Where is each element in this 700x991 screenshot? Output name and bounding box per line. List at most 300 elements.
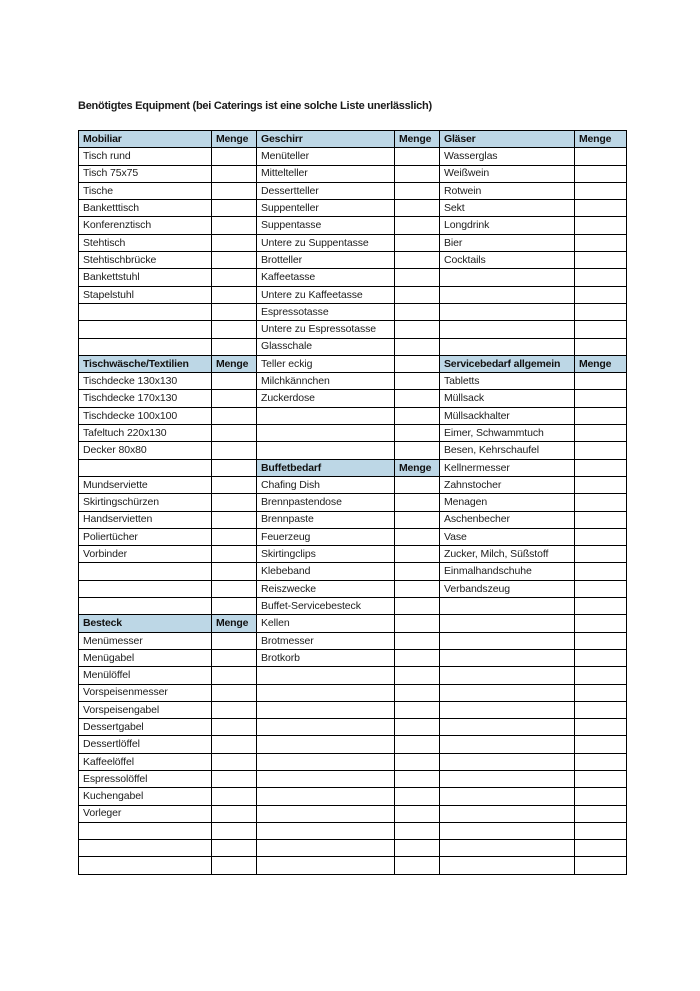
table-row-5 <box>79 217 627 234</box>
cell-tisch-rund: Tisch rund <box>79 148 212 165</box>
empty-cell <box>79 338 212 355</box>
cell-buffet-servicebesteck: Buffet-Servicebesteck <box>257 598 395 615</box>
empty-cell <box>395 286 440 303</box>
empty-cell <box>212 476 257 493</box>
empty-cell <box>257 407 395 424</box>
section-header-menge: Menge <box>212 615 257 632</box>
empty-cell <box>575 252 627 269</box>
empty-cell <box>212 701 257 718</box>
empty-cell <box>395 182 440 199</box>
document-title: Benötigtes Equipment (bei Caterings ist eine solche Liste unerlässlich) <box>78 100 432 112</box>
empty-cell <box>575 857 627 874</box>
empty-cell <box>257 857 395 874</box>
empty-cell <box>440 632 575 649</box>
empty-cell <box>575 182 627 199</box>
table-row-39 <box>79 805 627 822</box>
table-row-27 <box>79 598 627 615</box>
empty-cell <box>440 840 575 857</box>
cell-rotwein: Rotwein <box>440 182 575 199</box>
table-row-1 <box>79 148 627 165</box>
cell-menümesser: Menümesser <box>79 632 212 649</box>
cell-menügabel: Menügabel <box>79 649 212 666</box>
table-row-38 <box>79 788 627 805</box>
empty-cell <box>575 788 627 805</box>
empty-cell <box>395 770 440 787</box>
empty-cell <box>395 788 440 805</box>
table-row-2 <box>79 165 627 182</box>
section-header-menge: Menge <box>395 131 440 148</box>
empty-cell <box>257 736 395 753</box>
table-row-26 <box>79 580 627 597</box>
empty-cell <box>212 546 257 563</box>
cell-stehtischbrücke: Stehtischbrücke <box>79 252 212 269</box>
table-row-41 <box>79 840 627 857</box>
table-row-21 <box>79 494 627 511</box>
empty-cell <box>212 840 257 857</box>
empty-cell <box>575 684 627 701</box>
section-header-mobiliar: Mobiliar <box>79 131 212 148</box>
table-row-36 <box>79 753 627 770</box>
table-row-18 <box>79 442 627 459</box>
empty-cell <box>395 528 440 545</box>
empty-cell <box>440 719 575 736</box>
empty-cell <box>257 770 395 787</box>
table-row-10 <box>79 303 627 320</box>
empty-cell <box>395 684 440 701</box>
cell-tisch-75x75: Tisch 75x75 <box>79 165 212 182</box>
cell-tafeltuch-220x130: Tafeltuch 220x130 <box>79 425 212 442</box>
cell-kaffeelöffel: Kaffeelöffel <box>79 753 212 770</box>
cell-kuchengabel: Kuchengabel <box>79 788 212 805</box>
cell-müllsack: Müllsack <box>440 390 575 407</box>
cell-vase: Vase <box>440 528 575 545</box>
cell-zucker-milch-süßstoff: Zucker, Milch, Süßstoff <box>440 546 575 563</box>
empty-cell <box>79 840 212 857</box>
empty-cell <box>257 840 395 857</box>
empty-cell <box>257 822 395 839</box>
cell-dessertgabel: Dessertgabel <box>79 719 212 736</box>
empty-cell <box>257 719 395 736</box>
table-row-11 <box>79 321 627 338</box>
empty-cell <box>575 148 627 165</box>
empty-cell <box>79 321 212 338</box>
cell-skirtingclips: Skirtingclips <box>257 546 395 563</box>
cell-handservietten: Handservietten <box>79 511 212 528</box>
cell-vorleger: Vorleger <box>79 805 212 822</box>
empty-cell <box>575 753 627 770</box>
empty-cell <box>575 770 627 787</box>
table-row-9 <box>79 286 627 303</box>
empty-cell <box>212 770 257 787</box>
cell-poliertücher: Poliertücher <box>79 528 212 545</box>
empty-cell <box>395 303 440 320</box>
equipment-table <box>78 130 627 875</box>
empty-cell <box>440 736 575 753</box>
empty-cell <box>440 770 575 787</box>
empty-cell <box>575 165 627 182</box>
cell-mittelteller: Mittelteller <box>257 165 395 182</box>
empty-cell <box>395 649 440 666</box>
empty-cell <box>395 736 440 753</box>
empty-cell <box>575 546 627 563</box>
empty-cell <box>440 321 575 338</box>
section-header-menge: Menge <box>575 355 627 372</box>
table-row-31 <box>79 667 627 684</box>
cell-suppenteller: Suppenteller <box>257 200 395 217</box>
empty-cell <box>395 200 440 217</box>
empty-cell <box>575 234 627 251</box>
empty-cell <box>395 234 440 251</box>
empty-cell <box>575 407 627 424</box>
cell-brennpastendose: Brennpastendose <box>257 494 395 511</box>
empty-cell <box>440 701 575 718</box>
table-row-0 <box>79 131 627 148</box>
empty-cell <box>395 355 440 372</box>
cell-espressolöffel: Espressolöffel <box>79 770 212 787</box>
empty-cell <box>440 286 575 303</box>
cell-stapelstuhl: Stapelstuhl <box>79 286 212 303</box>
table-row-32 <box>79 684 627 701</box>
table-row-19 <box>79 459 627 476</box>
empty-cell <box>395 148 440 165</box>
cell-teller-eckig: Teller eckig <box>257 355 395 372</box>
empty-cell <box>395 598 440 615</box>
empty-cell <box>79 303 212 320</box>
empty-cell <box>440 338 575 355</box>
cell-cocktails: Cocktails <box>440 252 575 269</box>
cell-brotkorb: Brotkorb <box>257 649 395 666</box>
equipment-table-body <box>79 131 627 875</box>
table-row-42 <box>79 857 627 874</box>
section-header-buffetbedarf: Buffetbedarf <box>257 459 395 476</box>
table-row-22 <box>79 511 627 528</box>
empty-cell <box>575 338 627 355</box>
cell-suppentasse: Suppentasse <box>257 217 395 234</box>
empty-cell <box>395 338 440 355</box>
cell-skirtingschürzen: Skirtingschürzen <box>79 494 212 511</box>
empty-cell <box>575 476 627 493</box>
cell-menagen: Menagen <box>440 494 575 511</box>
empty-cell <box>212 736 257 753</box>
cell-klebeband: Klebeband <box>257 563 395 580</box>
empty-cell <box>575 701 627 718</box>
empty-cell <box>575 840 627 857</box>
empty-cell <box>212 719 257 736</box>
empty-cell <box>257 788 395 805</box>
empty-cell <box>440 269 575 286</box>
table-row-12 <box>79 338 627 355</box>
cell-vorspeisenmesser: Vorspeisenmesser <box>79 684 212 701</box>
cell-zuckerdose: Zuckerdose <box>257 390 395 407</box>
empty-cell <box>79 822 212 839</box>
empty-cell <box>212 390 257 407</box>
table-row-15 <box>79 390 627 407</box>
table-row-24 <box>79 546 627 563</box>
empty-cell <box>212 805 257 822</box>
cell-untere-zu-kaffeetasse: Untere zu Kaffeetasse <box>257 286 395 303</box>
empty-cell <box>575 321 627 338</box>
empty-cell <box>212 528 257 545</box>
empty-cell <box>575 303 627 320</box>
empty-cell <box>79 598 212 615</box>
empty-cell <box>212 442 257 459</box>
section-header-menge: Menge <box>212 131 257 148</box>
empty-cell <box>440 303 575 320</box>
empty-cell <box>257 753 395 770</box>
cell-zahnstocher: Zahnstocher <box>440 476 575 493</box>
cell-einmalhandschuhe: Einmalhandschuhe <box>440 563 575 580</box>
empty-cell <box>212 563 257 580</box>
empty-cell <box>440 598 575 615</box>
empty-cell <box>212 269 257 286</box>
cell-untere-zu-espressotasse: Untere zu Espressotasse <box>257 321 395 338</box>
empty-cell <box>212 425 257 442</box>
empty-cell <box>212 338 257 355</box>
table-row-6 <box>79 234 627 251</box>
empty-cell <box>395 563 440 580</box>
table-row-13 <box>79 355 627 372</box>
section-header-gläser: Gläser <box>440 131 575 148</box>
table-row-40 <box>79 822 627 839</box>
cell-wasserglas: Wasserglas <box>440 148 575 165</box>
cell-menülöffel: Menülöffel <box>79 667 212 684</box>
section-header-menge: Menge <box>212 355 257 372</box>
empty-cell <box>395 373 440 390</box>
empty-cell <box>257 442 395 459</box>
empty-cell <box>575 736 627 753</box>
cell-brennpaste: Brennpaste <box>257 511 395 528</box>
empty-cell <box>395 494 440 511</box>
cell-brotmesser: Brotmesser <box>257 632 395 649</box>
table-row-34 <box>79 719 627 736</box>
empty-cell <box>212 407 257 424</box>
empty-cell <box>257 805 395 822</box>
table-row-28 <box>79 615 627 632</box>
empty-cell <box>575 217 627 234</box>
empty-cell <box>212 252 257 269</box>
cell-glasschale: Glasschale <box>257 338 395 355</box>
table-row-35 <box>79 736 627 753</box>
table-row-29 <box>79 632 627 649</box>
empty-cell <box>212 580 257 597</box>
empty-cell <box>212 857 257 874</box>
empty-cell <box>440 822 575 839</box>
empty-cell <box>575 822 627 839</box>
cell-tische: Tische <box>79 182 212 199</box>
empty-cell <box>395 615 440 632</box>
empty-cell <box>212 649 257 666</box>
cell-tischdecke-130x130: Tischdecke 130x130 <box>79 373 212 390</box>
empty-cell <box>257 667 395 684</box>
empty-cell <box>395 407 440 424</box>
empty-cell <box>440 684 575 701</box>
cell-eimer-schwammtuch: Eimer, Schwammtuch <box>440 425 575 442</box>
empty-cell <box>575 667 627 684</box>
cell-banketttisch: Banketttisch <box>79 200 212 217</box>
cell-bier: Bier <box>440 234 575 251</box>
table-row-25 <box>79 563 627 580</box>
cell-reiszwecke: Reiszwecke <box>257 580 395 597</box>
table-row-17 <box>79 425 627 442</box>
cell-konferenztisch: Konferenztisch <box>79 217 212 234</box>
empty-cell <box>440 805 575 822</box>
cell-aschenbecher: Aschenbecher <box>440 511 575 528</box>
section-header-besteck: Besteck <box>79 615 212 632</box>
empty-cell <box>212 753 257 770</box>
empty-cell <box>212 148 257 165</box>
empty-cell <box>395 546 440 563</box>
empty-cell <box>575 390 627 407</box>
cell-vorspeisengabel: Vorspeisengabel <box>79 701 212 718</box>
cell-tischdecke-170x130: Tischdecke 170x130 <box>79 390 212 407</box>
empty-cell <box>257 701 395 718</box>
cell-kellnermesser: Kellnermesser <box>440 459 575 476</box>
empty-cell <box>212 598 257 615</box>
empty-cell <box>79 857 212 874</box>
table-row-23 <box>79 528 627 545</box>
empty-cell <box>575 580 627 597</box>
table-row-30 <box>79 649 627 666</box>
empty-cell <box>212 217 257 234</box>
empty-cell <box>212 788 257 805</box>
cell-bankettstuhl: Bankettstuhl <box>79 269 212 286</box>
empty-cell <box>575 598 627 615</box>
empty-cell <box>395 840 440 857</box>
cell-dessertteller: Dessertteller <box>257 182 395 199</box>
cell-chafing-dish: Chafing Dish <box>257 476 395 493</box>
table-row-37 <box>79 770 627 787</box>
empty-cell <box>575 286 627 303</box>
cell-tischdecke-100x100: Tischdecke 100x100 <box>79 407 212 424</box>
table-row-8 <box>79 269 627 286</box>
empty-cell <box>212 321 257 338</box>
cell-stehtisch: Stehtisch <box>79 234 212 251</box>
empty-cell <box>395 269 440 286</box>
empty-cell <box>395 580 440 597</box>
table-row-20 <box>79 476 627 493</box>
empty-cell <box>212 303 257 320</box>
empty-cell <box>212 373 257 390</box>
empty-cell <box>395 217 440 234</box>
empty-cell <box>395 442 440 459</box>
section-header-menge: Menge <box>395 459 440 476</box>
cell-brotteller: Brotteller <box>257 252 395 269</box>
section-header-geschirr: Geschirr <box>257 131 395 148</box>
empty-cell <box>395 321 440 338</box>
empty-cell <box>575 563 627 580</box>
empty-cell <box>257 425 395 442</box>
empty-cell <box>440 753 575 770</box>
cell-longdrink: Longdrink <box>440 217 575 234</box>
empty-cell <box>212 494 257 511</box>
empty-cell <box>257 684 395 701</box>
cell-vorbinder: Vorbinder <box>79 546 212 563</box>
empty-cell <box>575 805 627 822</box>
empty-cell <box>395 390 440 407</box>
empty-cell <box>212 234 257 251</box>
empty-cell <box>212 459 257 476</box>
empty-cell <box>575 649 627 666</box>
empty-cell <box>575 528 627 545</box>
empty-cell <box>575 615 627 632</box>
cell-tabletts: Tabletts <box>440 373 575 390</box>
empty-cell <box>212 182 257 199</box>
table-row-33 <box>79 701 627 718</box>
cell-sekt: Sekt <box>440 200 575 217</box>
cell-menüteller: Menüteller <box>257 148 395 165</box>
table-row-16 <box>79 407 627 424</box>
cell-kaffeetasse: Kaffeetasse <box>257 269 395 286</box>
empty-cell <box>395 511 440 528</box>
empty-cell <box>212 200 257 217</box>
empty-cell <box>395 165 440 182</box>
cell-feuerzeug: Feuerzeug <box>257 528 395 545</box>
section-header-menge: Menge <box>575 131 627 148</box>
empty-cell <box>575 459 627 476</box>
empty-cell <box>575 373 627 390</box>
empty-cell <box>575 425 627 442</box>
empty-cell <box>395 857 440 874</box>
empty-cell <box>440 788 575 805</box>
empty-cell <box>440 667 575 684</box>
empty-cell <box>212 286 257 303</box>
empty-cell <box>79 563 212 580</box>
empty-cell <box>575 494 627 511</box>
empty-cell <box>395 425 440 442</box>
section-header-servicebedarf-allgemein: Servicebedarf allgemein <box>440 355 575 372</box>
empty-cell <box>575 632 627 649</box>
empty-cell <box>440 615 575 632</box>
cell-weißwein: Weißwein <box>440 165 575 182</box>
empty-cell <box>395 252 440 269</box>
empty-cell <box>212 667 257 684</box>
empty-cell <box>212 511 257 528</box>
empty-cell <box>79 580 212 597</box>
empty-cell <box>395 805 440 822</box>
empty-cell <box>575 719 627 736</box>
empty-cell <box>395 701 440 718</box>
empty-cell <box>440 857 575 874</box>
empty-cell <box>395 753 440 770</box>
cell-milchkännchen: Milchkännchen <box>257 373 395 390</box>
empty-cell <box>395 476 440 493</box>
table-row-4 <box>79 200 627 217</box>
cell-espressotasse: Espressotasse <box>257 303 395 320</box>
empty-cell <box>575 442 627 459</box>
table-row-3 <box>79 182 627 199</box>
empty-cell <box>395 719 440 736</box>
empty-cell <box>395 632 440 649</box>
section-header-tischwäsche-textilien: Tischwäsche/Textilien <box>79 355 212 372</box>
cell-dessertlöffel: Dessertlöffel <box>79 736 212 753</box>
empty-cell <box>212 822 257 839</box>
empty-cell <box>79 459 212 476</box>
empty-cell <box>440 649 575 666</box>
empty-cell <box>575 511 627 528</box>
empty-cell <box>395 822 440 839</box>
table-row-14 <box>79 373 627 390</box>
empty-cell <box>212 632 257 649</box>
cell-müllsackhalter: Müllsackhalter <box>440 407 575 424</box>
empty-cell <box>212 165 257 182</box>
cell-untere-zu-suppentasse: Untere zu Suppentasse <box>257 234 395 251</box>
cell-decker-80x80: Decker 80x80 <box>79 442 212 459</box>
cell-mundserviette: Mundserviette <box>79 476 212 493</box>
cell-besen-kehrschaufel: Besen, Kehrschaufel <box>440 442 575 459</box>
empty-cell <box>395 667 440 684</box>
cell-kellen: Kellen <box>257 615 395 632</box>
cell-verbandszeug: Verbandszeug <box>440 580 575 597</box>
